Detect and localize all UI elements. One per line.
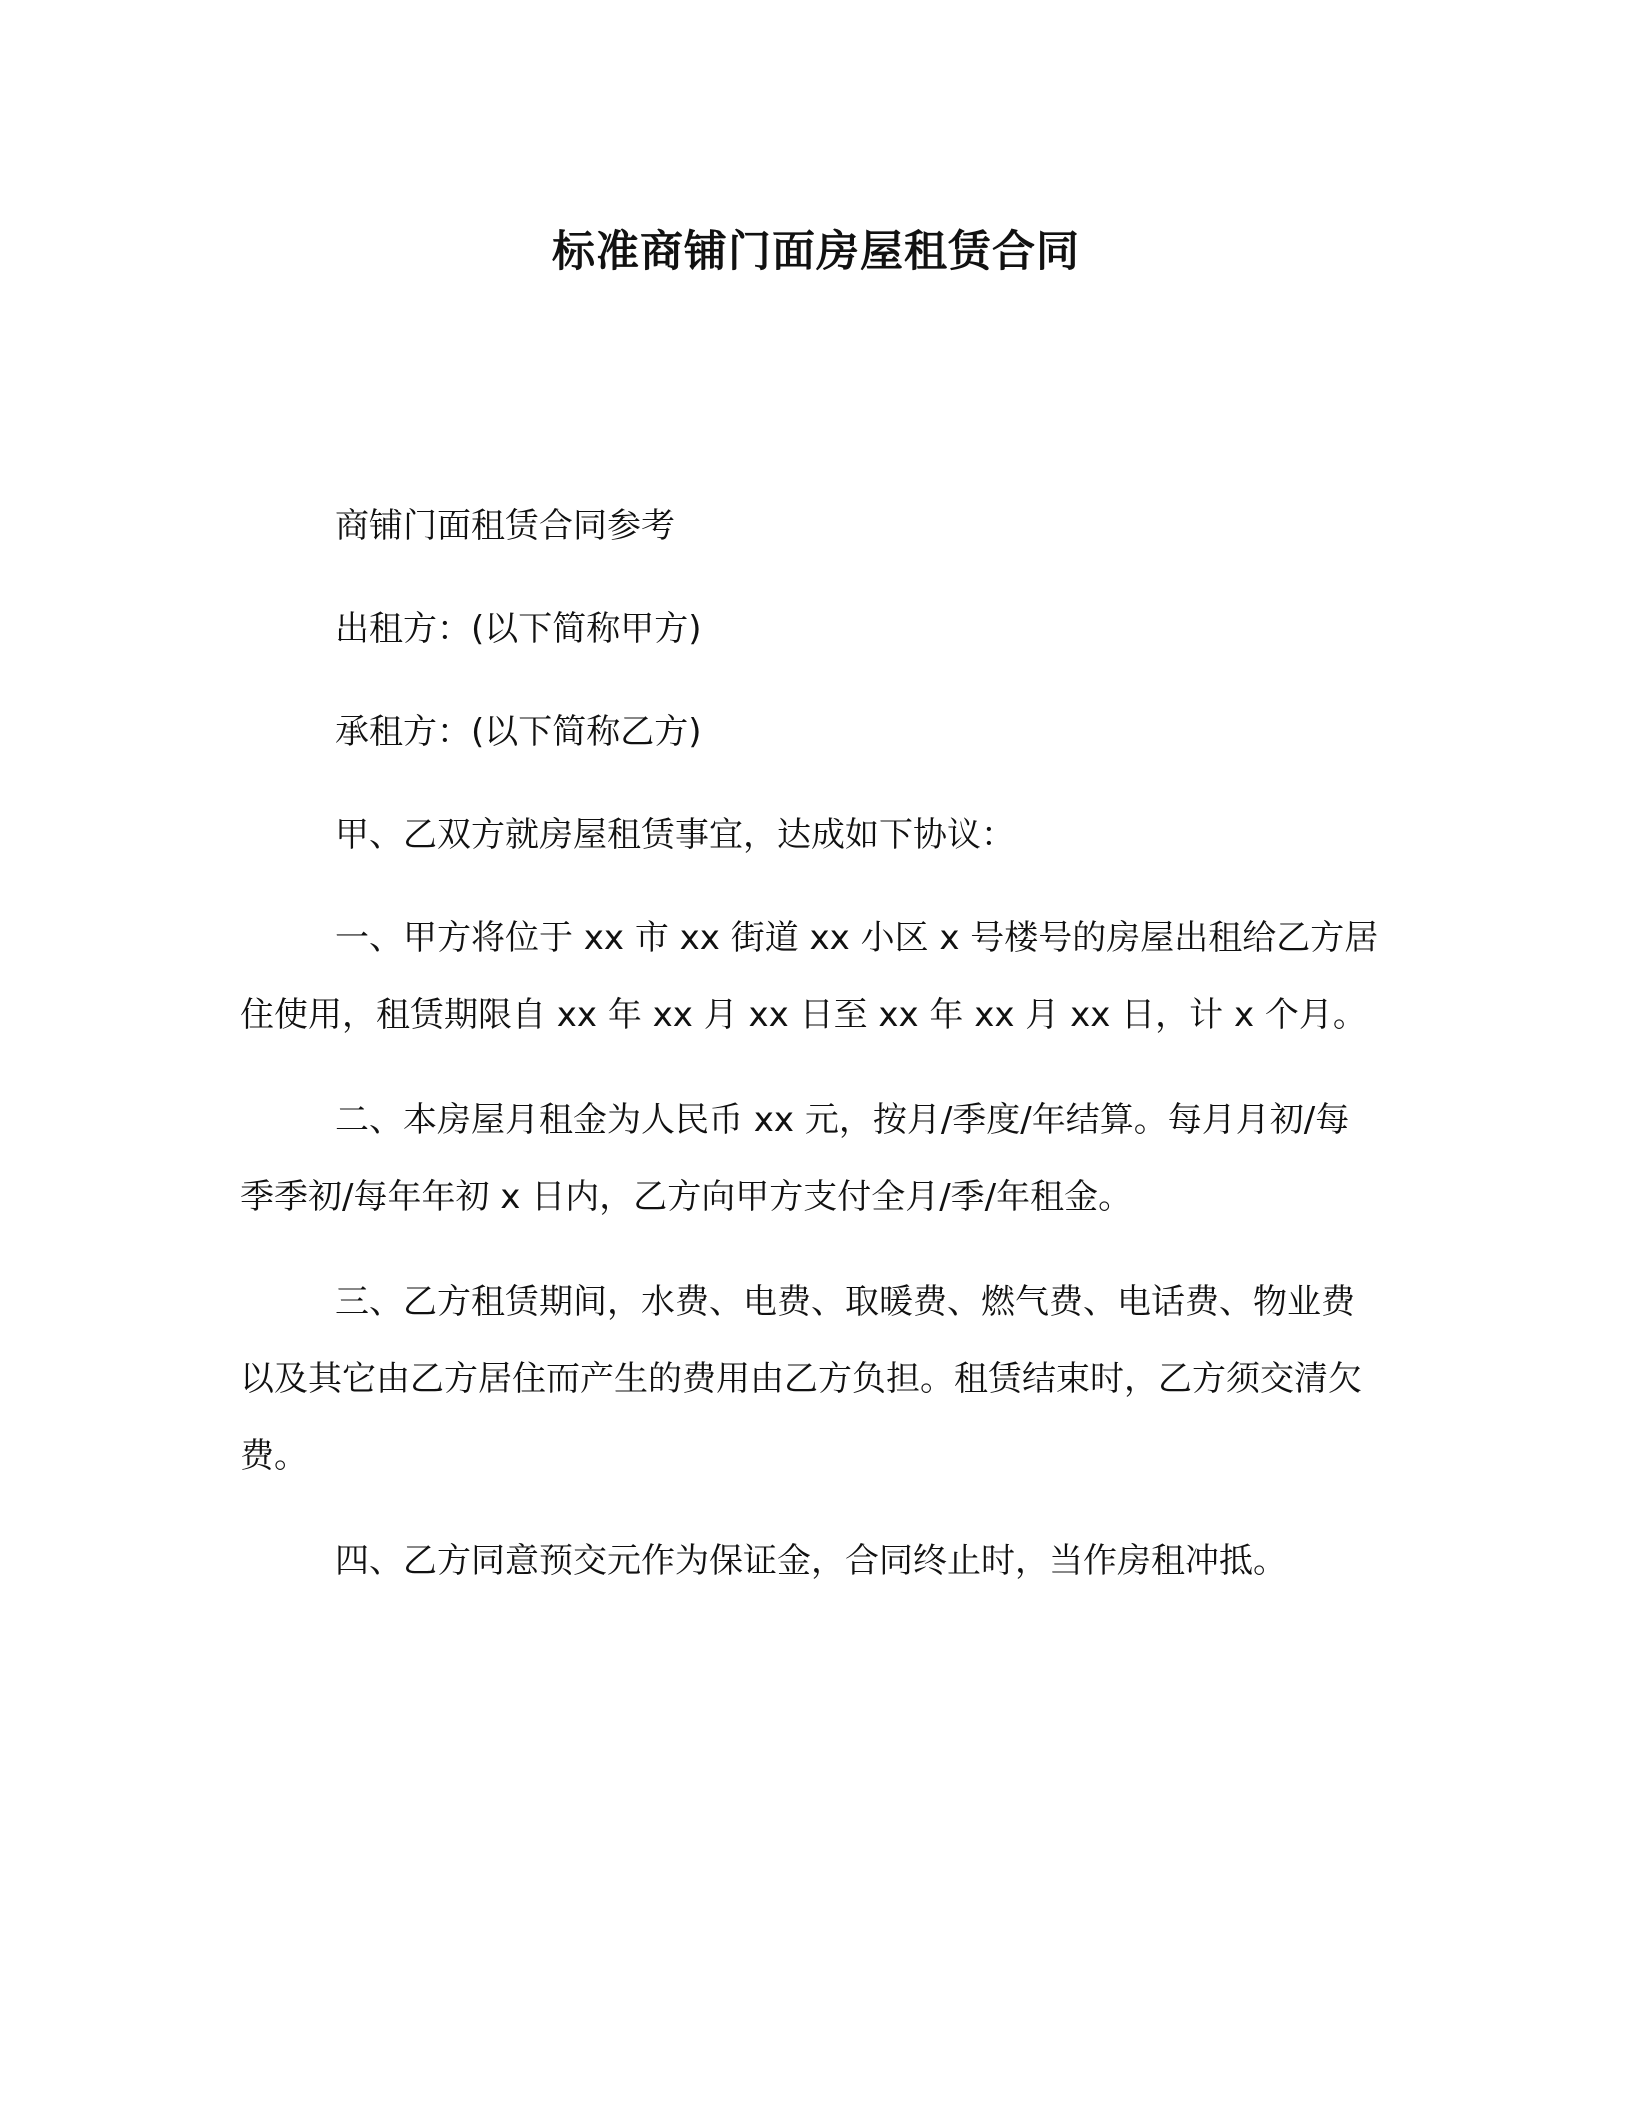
paragraph-subtitle: 商铺门面租赁合同参考: [335, 506, 675, 546]
clause-one: 一、甲方将位于 xx 市 xx 街道 xx 小区 x 号楼号的房屋出租给乙方居住使用，租赁期限自 xx 年 xx 月 xx 日至 xx 年 xx 月 xx 日，计 x 个月。: [240, 918, 1379, 1035]
clause-two: 二、本房屋月租金为人民币 xx 元，按月/季度/年结算。每月月初/每季季初/每年年初 x 日内，乙方向甲方支付全月/季/年租金。: [240, 1100, 1350, 1217]
clause-three: 三、乙方租赁期间，水费、电费、取暖费、燃气费、电话费、物业费以及其它由乙方居住而产生的费用由乙方负担。租赁结束时，乙方须交清欠费。: [240, 1282, 1362, 1476]
paragraph-lessee: 承租方：(以下简称乙方): [335, 712, 702, 752]
document-body: [240, 488, 1380, 1628]
clause-four: 四、乙方同意预交元作为保证金，合同终止时，当作房租冲抵。: [335, 1541, 1287, 1581]
paragraph-agreement-intro: 甲、乙双方就房屋租赁事宜，达成如下协议：: [335, 815, 1015, 855]
paragraph-lessor: 出租方：(以下简称甲方): [335, 609, 702, 649]
document-title: 标准商铺门面房屋租赁合同: [552, 227, 1080, 277]
